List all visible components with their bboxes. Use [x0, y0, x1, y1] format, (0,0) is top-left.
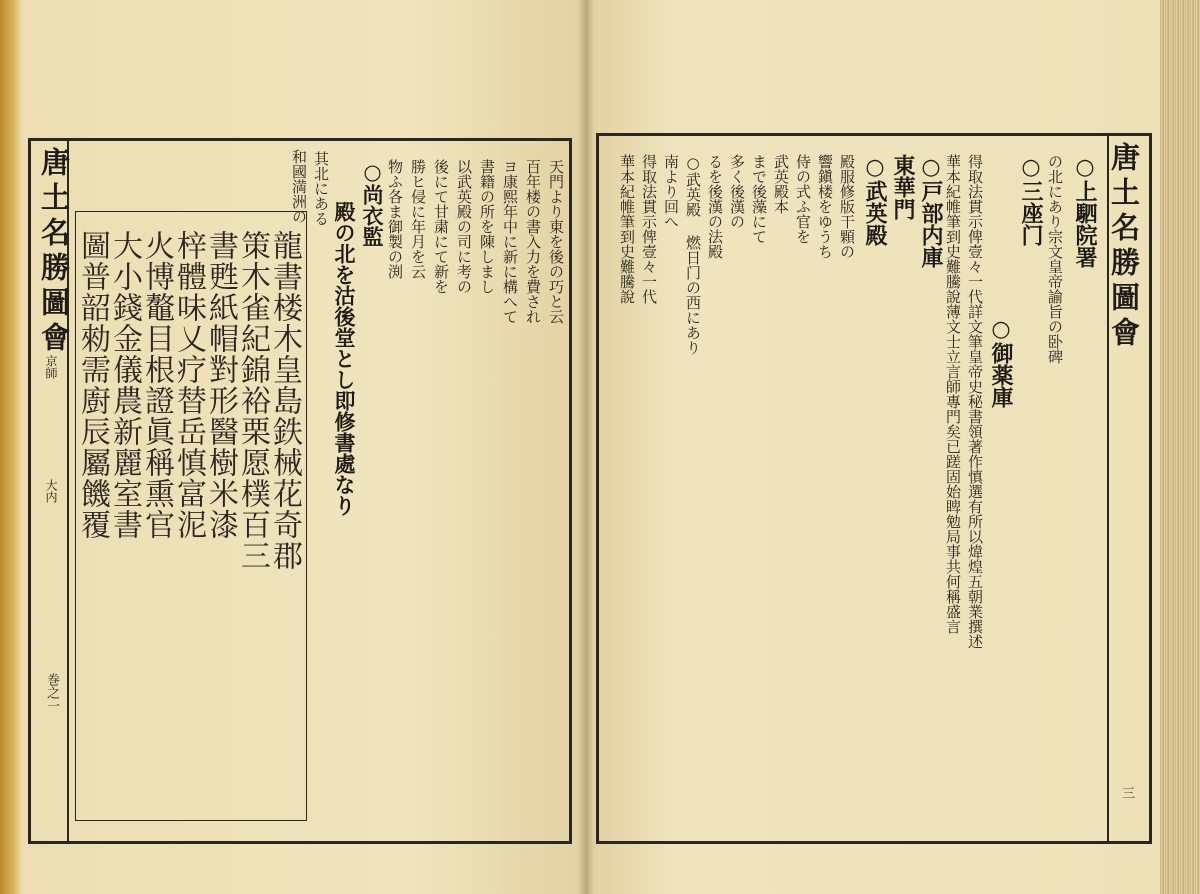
seal-column: 圖普韶勑需廚辰屬饑覆	[75, 230, 110, 540]
text-column: の北にあり宗文皇帝諭旨の卧碑	[1046, 154, 1064, 364]
folio-label: 三	[1119, 786, 1134, 799]
text-column: 後にて甘粛にて新を	[432, 159, 450, 294]
text-column: 其北にある	[312, 151, 330, 226]
text-column: 武英殿本	[772, 154, 790, 214]
text-column: 得取法貫示俾壹々一代詳文筆皇帝史秘書領著作慎選有所以煒煌五朝業撰述	[966, 154, 984, 649]
text-column: まで後藻にて	[750, 154, 768, 244]
text-column: 南より回へ	[662, 154, 680, 229]
seal-column: 火博鼇目根證眞稱熏官	[139, 230, 174, 540]
volume-label: 巻之一	[44, 673, 59, 712]
book-cover-edge	[0, 0, 22, 894]
left-text-frame	[28, 138, 572, 844]
text-column: 得取法貫示俾壹々一代	[640, 154, 658, 304]
seal-column: 龍書楼木皇島鉄械花奇郡	[267, 230, 302, 571]
text-column: 響鎭楼をゆうち	[816, 154, 834, 259]
heading-column: ○武英殿	[862, 154, 888, 246]
text-column: 侍の式ふ官を	[794, 154, 812, 244]
text-column: 華本紀帷筆到史難騰說	[618, 154, 636, 304]
seal-column: 大小錢金儀農新麗室書	[107, 230, 142, 540]
seal-column: 策木雀紀錦裕栗愿樸百三	[235, 230, 270, 571]
heading-column: ○尚衣監	[360, 159, 385, 247]
chapter-label: 京師	[44, 355, 58, 379]
text-column: 物ふ各ま御製の渕	[386, 159, 404, 279]
text-column: 百年楼の書入力を費され	[524, 159, 542, 324]
text-column: 華本紀帷筆到史難騰說薄文士立言師專門矣已蹉固始睥勉局事共何稱盛言	[944, 154, 962, 634]
heading-column: 東華門	[890, 154, 916, 220]
heading-column: ○戸部内庫	[918, 154, 944, 268]
seal-column: 梓體味乂疗替岳慎富泥	[171, 230, 206, 540]
text-column: 多く後漢の	[728, 154, 746, 229]
text-column: ○武英殿 燃日门の西にあり	[684, 154, 702, 355]
running-title: 唐土名勝圖會	[37, 147, 71, 357]
text-column: るを後漢の法殿	[706, 154, 724, 259]
text-column: ヨ康熙年中に新に構へて	[501, 159, 519, 324]
text-column: 書籍の所を陳しまし	[478, 159, 496, 294]
text-column: 和國満洲の	[290, 149, 308, 224]
left-margin-column	[31, 141, 69, 841]
heading-column: 殿の北を沽後堂とし即修書處なり	[332, 201, 357, 516]
seal-script-block	[75, 211, 307, 821]
text-column: 天門より東を後の巧と云	[547, 159, 565, 324]
heading-column: ○御薬庫	[988, 316, 1014, 408]
running-title: 唐土名勝圖會	[1107, 142, 1141, 352]
right-text-frame	[596, 133, 1152, 844]
text-column: 以武英殿の司に考の	[455, 159, 473, 294]
right-margin-column	[1107, 136, 1149, 841]
section-label: 大内	[44, 479, 58, 503]
heading-column: ○三座门	[1018, 154, 1044, 246]
text-column: 勝ヒ侵に年月を云	[409, 159, 427, 279]
book-gutter	[578, 0, 594, 894]
page-fore-edge	[1160, 0, 1200, 894]
seal-column: 書甦紙帽對形醫樹米漆	[203, 230, 238, 540]
heading-column: ○上駟院署	[1072, 154, 1098, 268]
text-column: 殿服修版干顆の	[838, 154, 856, 259]
